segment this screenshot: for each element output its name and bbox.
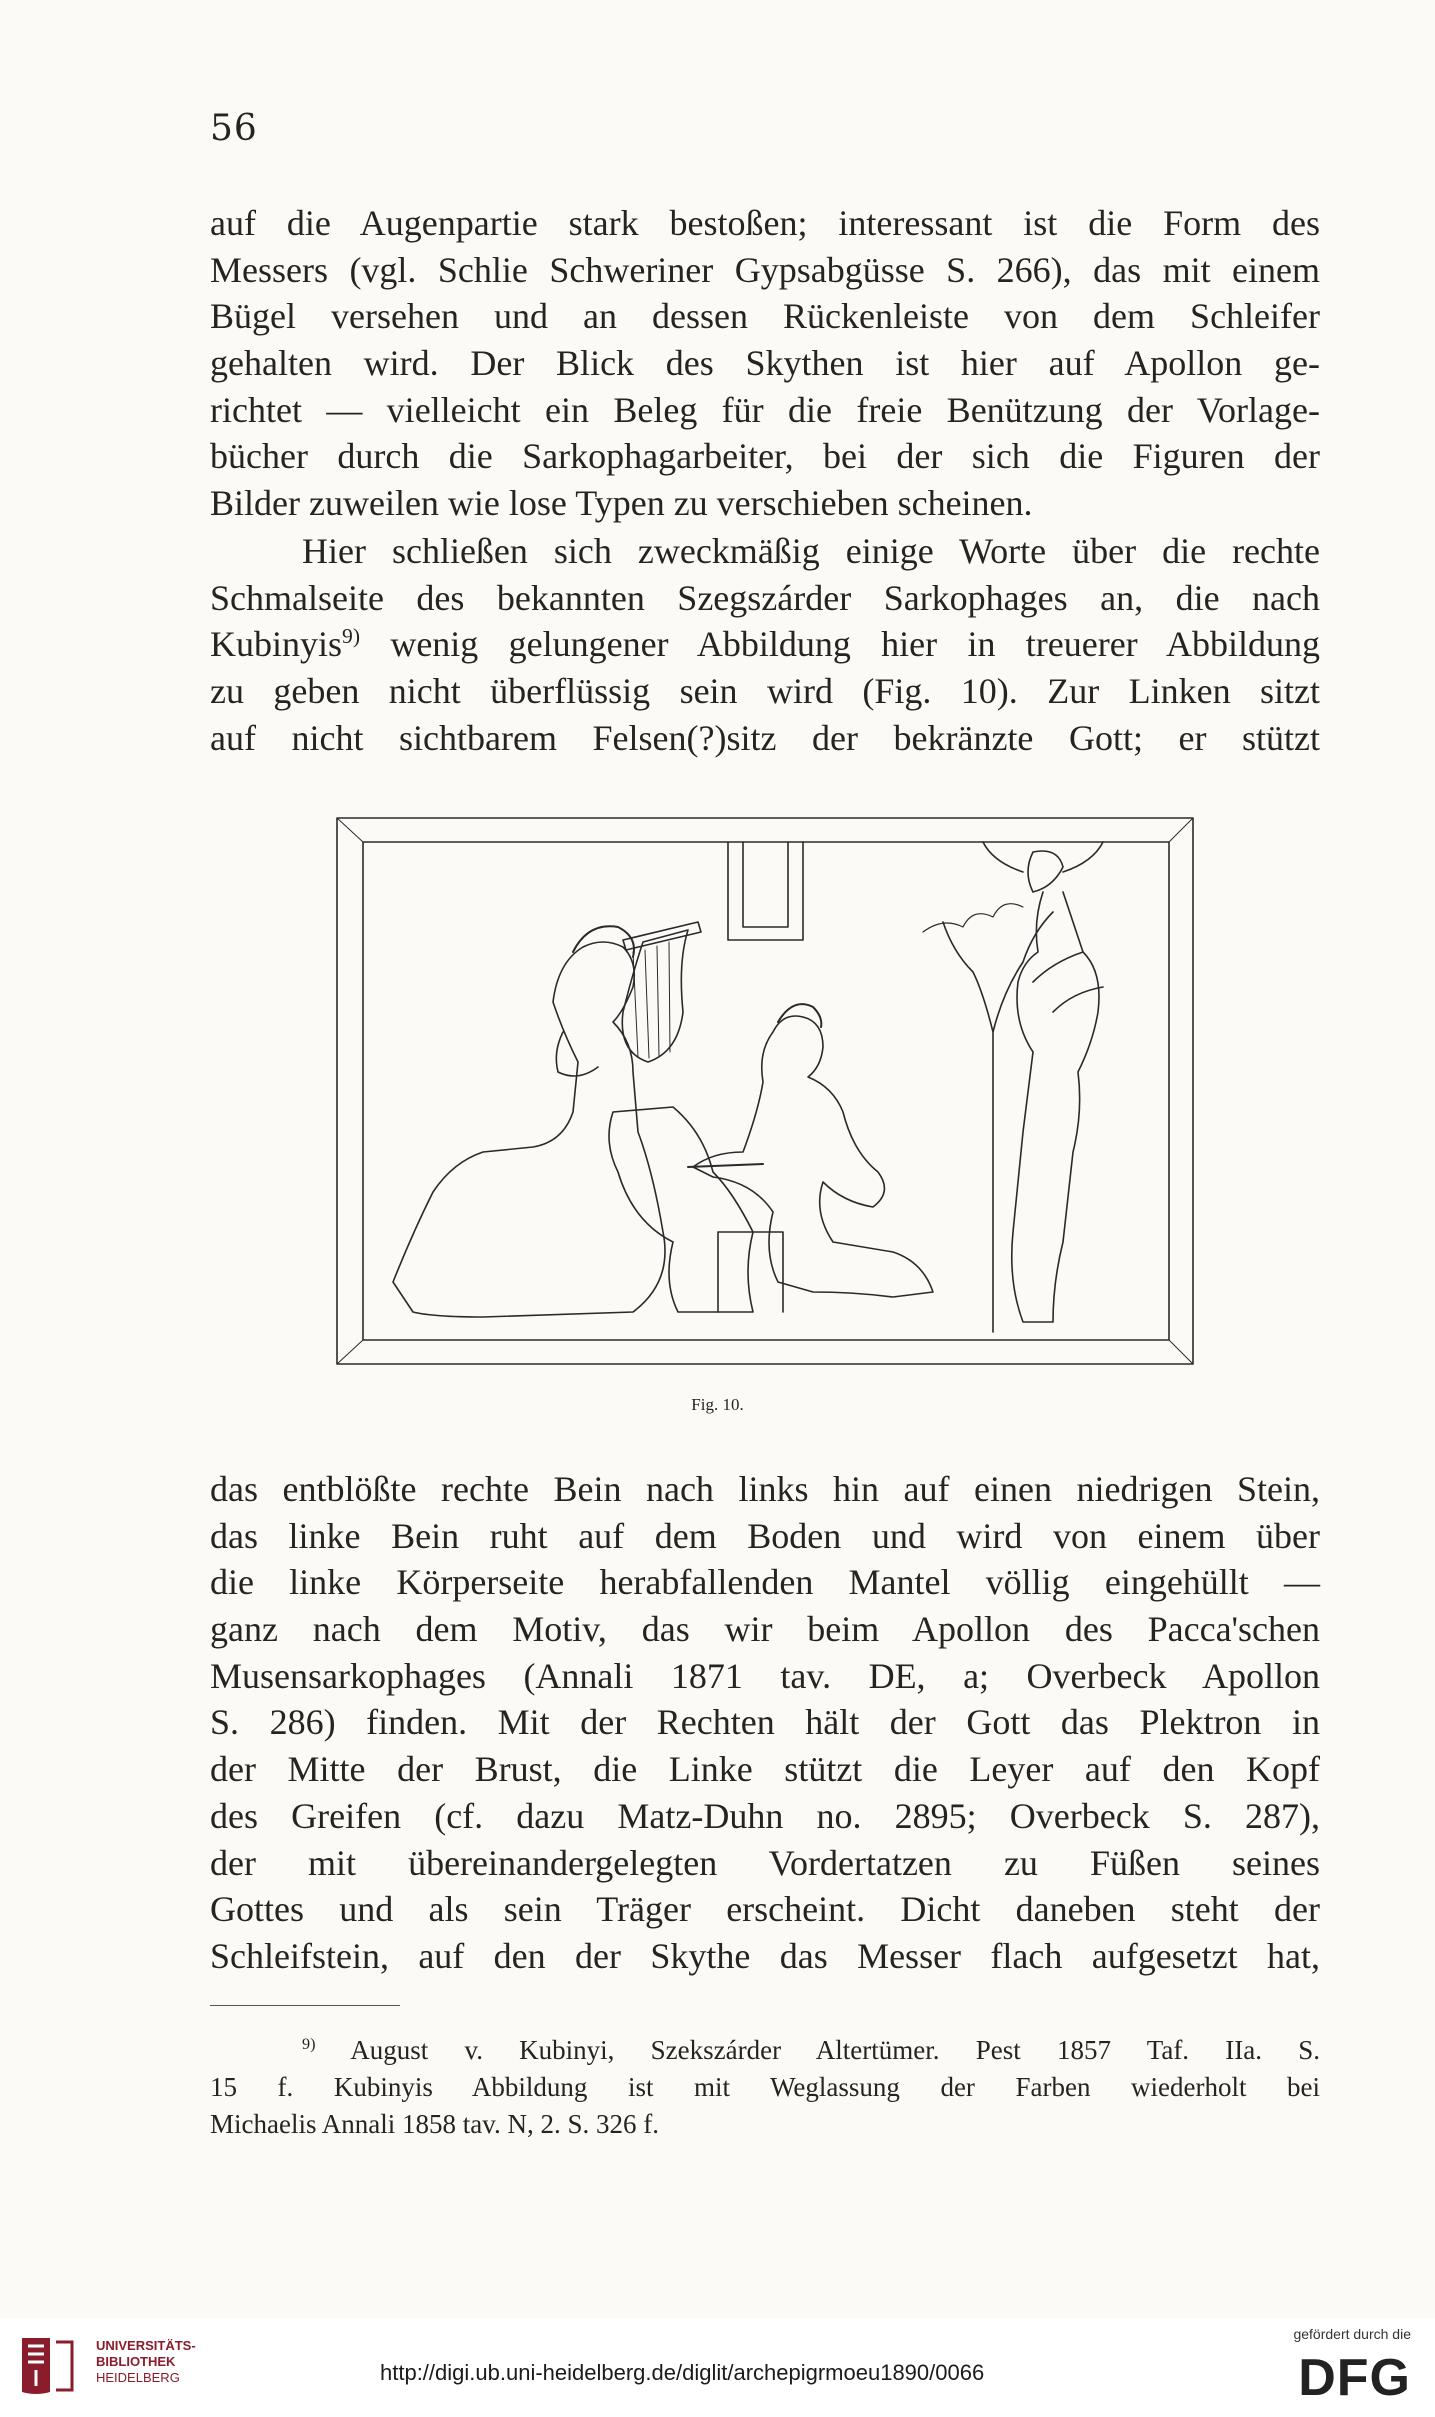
footnote-marker: 9) bbox=[302, 2035, 316, 2053]
text-fragment: wenig gelungener Abbildung hier in treuerer Abbildung bbox=[360, 624, 1320, 665]
text-line: der Mitte der Brust, die Linke stützt die Leyer auf den Kopf bbox=[210, 1749, 1320, 1790]
body-paragraph-middle bbox=[210, 528, 1320, 761]
raised-arms bbox=[983, 842, 1103, 872]
body-paragraph-bottom bbox=[210, 1466, 1320, 1980]
dfg-logo: DFG bbox=[1298, 2349, 1411, 2407]
footer-bar bbox=[0, 2318, 1435, 2417]
text-line: die linke Körperseite herabfallenden Mantel völlig eingehüllt — bbox=[210, 1562, 1320, 1603]
text-line: bücher durch die Sarkophagarbeiter, bei der sich die Figuren der bbox=[210, 436, 1320, 477]
bound-marsyas bbox=[1012, 851, 1099, 1322]
library-name-line: BIBLIOTHEK bbox=[96, 2354, 176, 2369]
figure-10-relief-drawing bbox=[333, 812, 1197, 1370]
kneeling-scythian bbox=[693, 1016, 933, 1297]
text-line: zu geben nicht überflüssig sein wird (Fig. 10). Zur Linken sitzt bbox=[210, 671, 1320, 712]
text-line: Schleifstein, auf den der Skythe das Messer flach aufgesetzt hat, bbox=[210, 1935, 1320, 1976]
figure-caption: Fig. 10. bbox=[691, 1395, 744, 1414]
text-line bbox=[210, 621, 1320, 668]
text-line: Hier schließen sich zweckmäßig einige Worte über die rechte bbox=[302, 531, 1320, 571]
text-fragment: August v. Kubinyi, Szekszárder Altertümer. Pest 1857 Taf. IIa. S. bbox=[315, 2035, 1320, 2065]
text-line: Musensarkophages (Annali 1871 tav. DE, a; Overbeck Apollon bbox=[210, 1655, 1320, 1696]
text-line: auf nicht sichtbarem Felsen(?)sitz der bekränzte Gott; er stützt bbox=[210, 717, 1320, 758]
body-paragraph-top bbox=[210, 200, 1320, 527]
lyre bbox=[622, 930, 688, 1062]
footnote-line: 15 f. Kubinyis Abbildung ist mit Weglassung der Farben wiederholt bei bbox=[210, 2072, 1320, 2102]
library-name-line: UNIVERSITÄTS- bbox=[96, 2338, 196, 2353]
text-line: Bügel versehen und an dessen Rückenleiste von dem Schleifer bbox=[210, 296, 1320, 337]
text-line: Bilder zuweilen wie lose Typen zu verschieben scheinen. bbox=[210, 483, 1033, 524]
lyre-strings bbox=[633, 942, 670, 1058]
text-line: ganz nach dem Motiv, das wir beim Apollon des Pacca'schen bbox=[210, 1609, 1320, 1650]
griffin bbox=[609, 1107, 753, 1312]
footnote-reference: 9) bbox=[342, 624, 361, 649]
library-city: HEIDELBERG bbox=[96, 2370, 180, 2385]
text-line: des Greifen (cf. dazu Matz-Duhn no. 2895; Overbeck S. 287), bbox=[210, 1795, 1320, 1836]
footnote-line bbox=[210, 2032, 1320, 2069]
library-seal-icon bbox=[16, 2334, 76, 2398]
university-library-logo bbox=[16, 2334, 196, 2404]
text-line: Schmalseite des bekannten Szegszárder Sarkophages an, die nach bbox=[210, 577, 1320, 618]
funding-label: gefördert durch die bbox=[1293, 2326, 1411, 2342]
text-fragment: Kubinyis bbox=[210, 624, 343, 665]
text-line: das entblößte rechte Bein nach links hin auf einen niedrigen Stein, bbox=[210, 1469, 1320, 1509]
knife bbox=[688, 1164, 763, 1167]
text-line: S. 286) finden. Mit der Rechten hält der Gott das Plektron in bbox=[210, 1702, 1320, 1743]
tree-leaves bbox=[923, 904, 1023, 932]
text-line: Messers (vgl. Schlie Schweriner Gypsabgüsse S. 266), das mit einem bbox=[210, 249, 1320, 290]
footnote-divider bbox=[210, 2005, 400, 2006]
permalink[interactable]: http://digi.ub.uni-heidelberg.de/diglit/archepigrmoeu1890/0066 bbox=[380, 2360, 985, 2385]
page-number: 56 bbox=[210, 108, 258, 149]
outer-frame bbox=[337, 818, 1193, 1364]
architectural-niche bbox=[728, 842, 803, 940]
text-line: richtet — vielleicht ein Beleg für die freie Benützung der Vorlage- bbox=[210, 389, 1320, 430]
footnote-line: Michaelis Annali 1858 tav. N, 2. S. 326 f. bbox=[210, 2109, 659, 2139]
text-line: das linke Bein ruht auf dem Boden und wird von einem über bbox=[210, 1515, 1320, 1556]
text-line: der mit übereinandergelegten Vordertatzen zu Füßen seines bbox=[210, 1842, 1320, 1883]
footnote bbox=[210, 2032, 1320, 2143]
text-line: auf die Augenpartie stark bestoßen; interessant ist die Form des bbox=[210, 203, 1320, 243]
seated-apollo bbox=[393, 942, 665, 1317]
text-line: gehalten wird. Der Blick des Skythen ist hier auf Apollon ge- bbox=[210, 343, 1320, 384]
frame-bevel bbox=[337, 818, 1193, 1364]
text-line: Gottes und als sein Träger erscheint. Dicht daneben steht der bbox=[210, 1889, 1320, 1930]
